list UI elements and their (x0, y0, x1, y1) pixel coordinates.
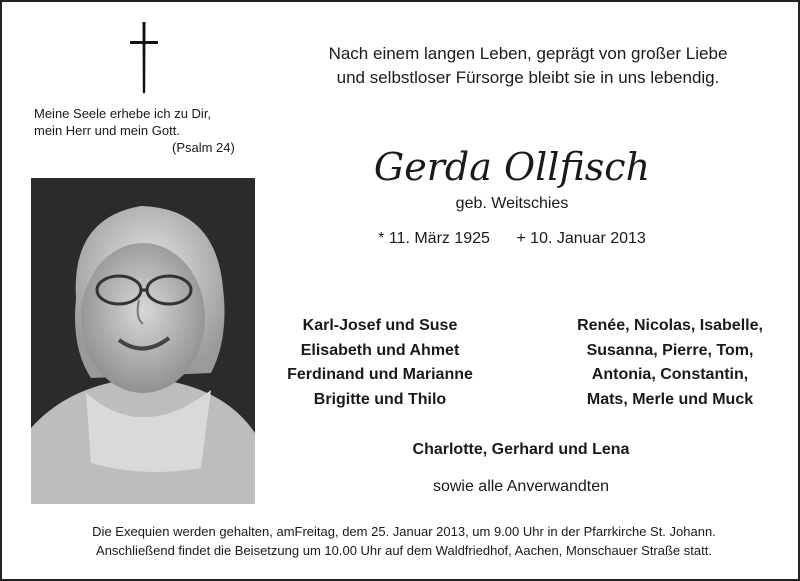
deceased-name: Gerda Ollfisch (373, 145, 651, 189)
psalm-line-2: mein Herr und mein Gott. (34, 123, 180, 138)
grandchildren-entry: Mats, Merle und Muck (586, 390, 754, 408)
children-entry: Elisabeth und Ahmet (300, 341, 460, 359)
relatives-line: sowie alle Anverwandten (432, 478, 610, 495)
funeral-info (34, 522, 774, 560)
psalm-reference: (Psalm 24) (172, 140, 235, 155)
intro-text (264, 42, 792, 90)
latin-cross-icon (128, 22, 160, 94)
birth-date: * 11. März 1925 (378, 230, 490, 247)
psalm-line-1: Meine Seele erhebe ich zu Dir, (34, 106, 212, 121)
grandchildren-entry: Susanna, Pierre, Tom, (586, 341, 754, 359)
portrait-photo (31, 178, 255, 504)
life-dates (264, 230, 760, 248)
children-entry: Ferdinand und Marianne (287, 366, 473, 383)
funeral-line-2: Anschließend findet die Beisetzung um 10.00 Uhr auf dem Waldfriedhof, Aachen, Monschauer Straße statt. (96, 543, 712, 558)
maiden-name: geb. Weitschies (455, 195, 569, 212)
death-date: + 10. Januar 2013 (516, 230, 646, 247)
psalm-quote (34, 105, 254, 156)
children-entry: Karl-Josef und Suse (302, 317, 458, 334)
grandchildren-entry: Antonia, Constantin, (591, 366, 749, 383)
intro-line-2: und selbstloser Fürsorge bleibt sie in uns lebendig. (336, 68, 720, 87)
grandchildren-entry: Renée, Nicolas, Isabelle, (577, 317, 763, 334)
grandchildren-list (554, 314, 786, 412)
intro-line-1: Nach einem langen Leben, geprägt von großer Liebe (328, 44, 728, 63)
children-entry: Brigitte und Thilo (313, 390, 447, 408)
funeral-line-1: Die Exequien werden gehalten, amFreitag, dem 25. Januar 2013, um 9.00 Uhr in der Pfarrkirche St. Johann. (92, 524, 716, 539)
great-grandchildren: Charlotte, Gerhard und Lena (412, 441, 630, 458)
children-list (264, 314, 496, 412)
